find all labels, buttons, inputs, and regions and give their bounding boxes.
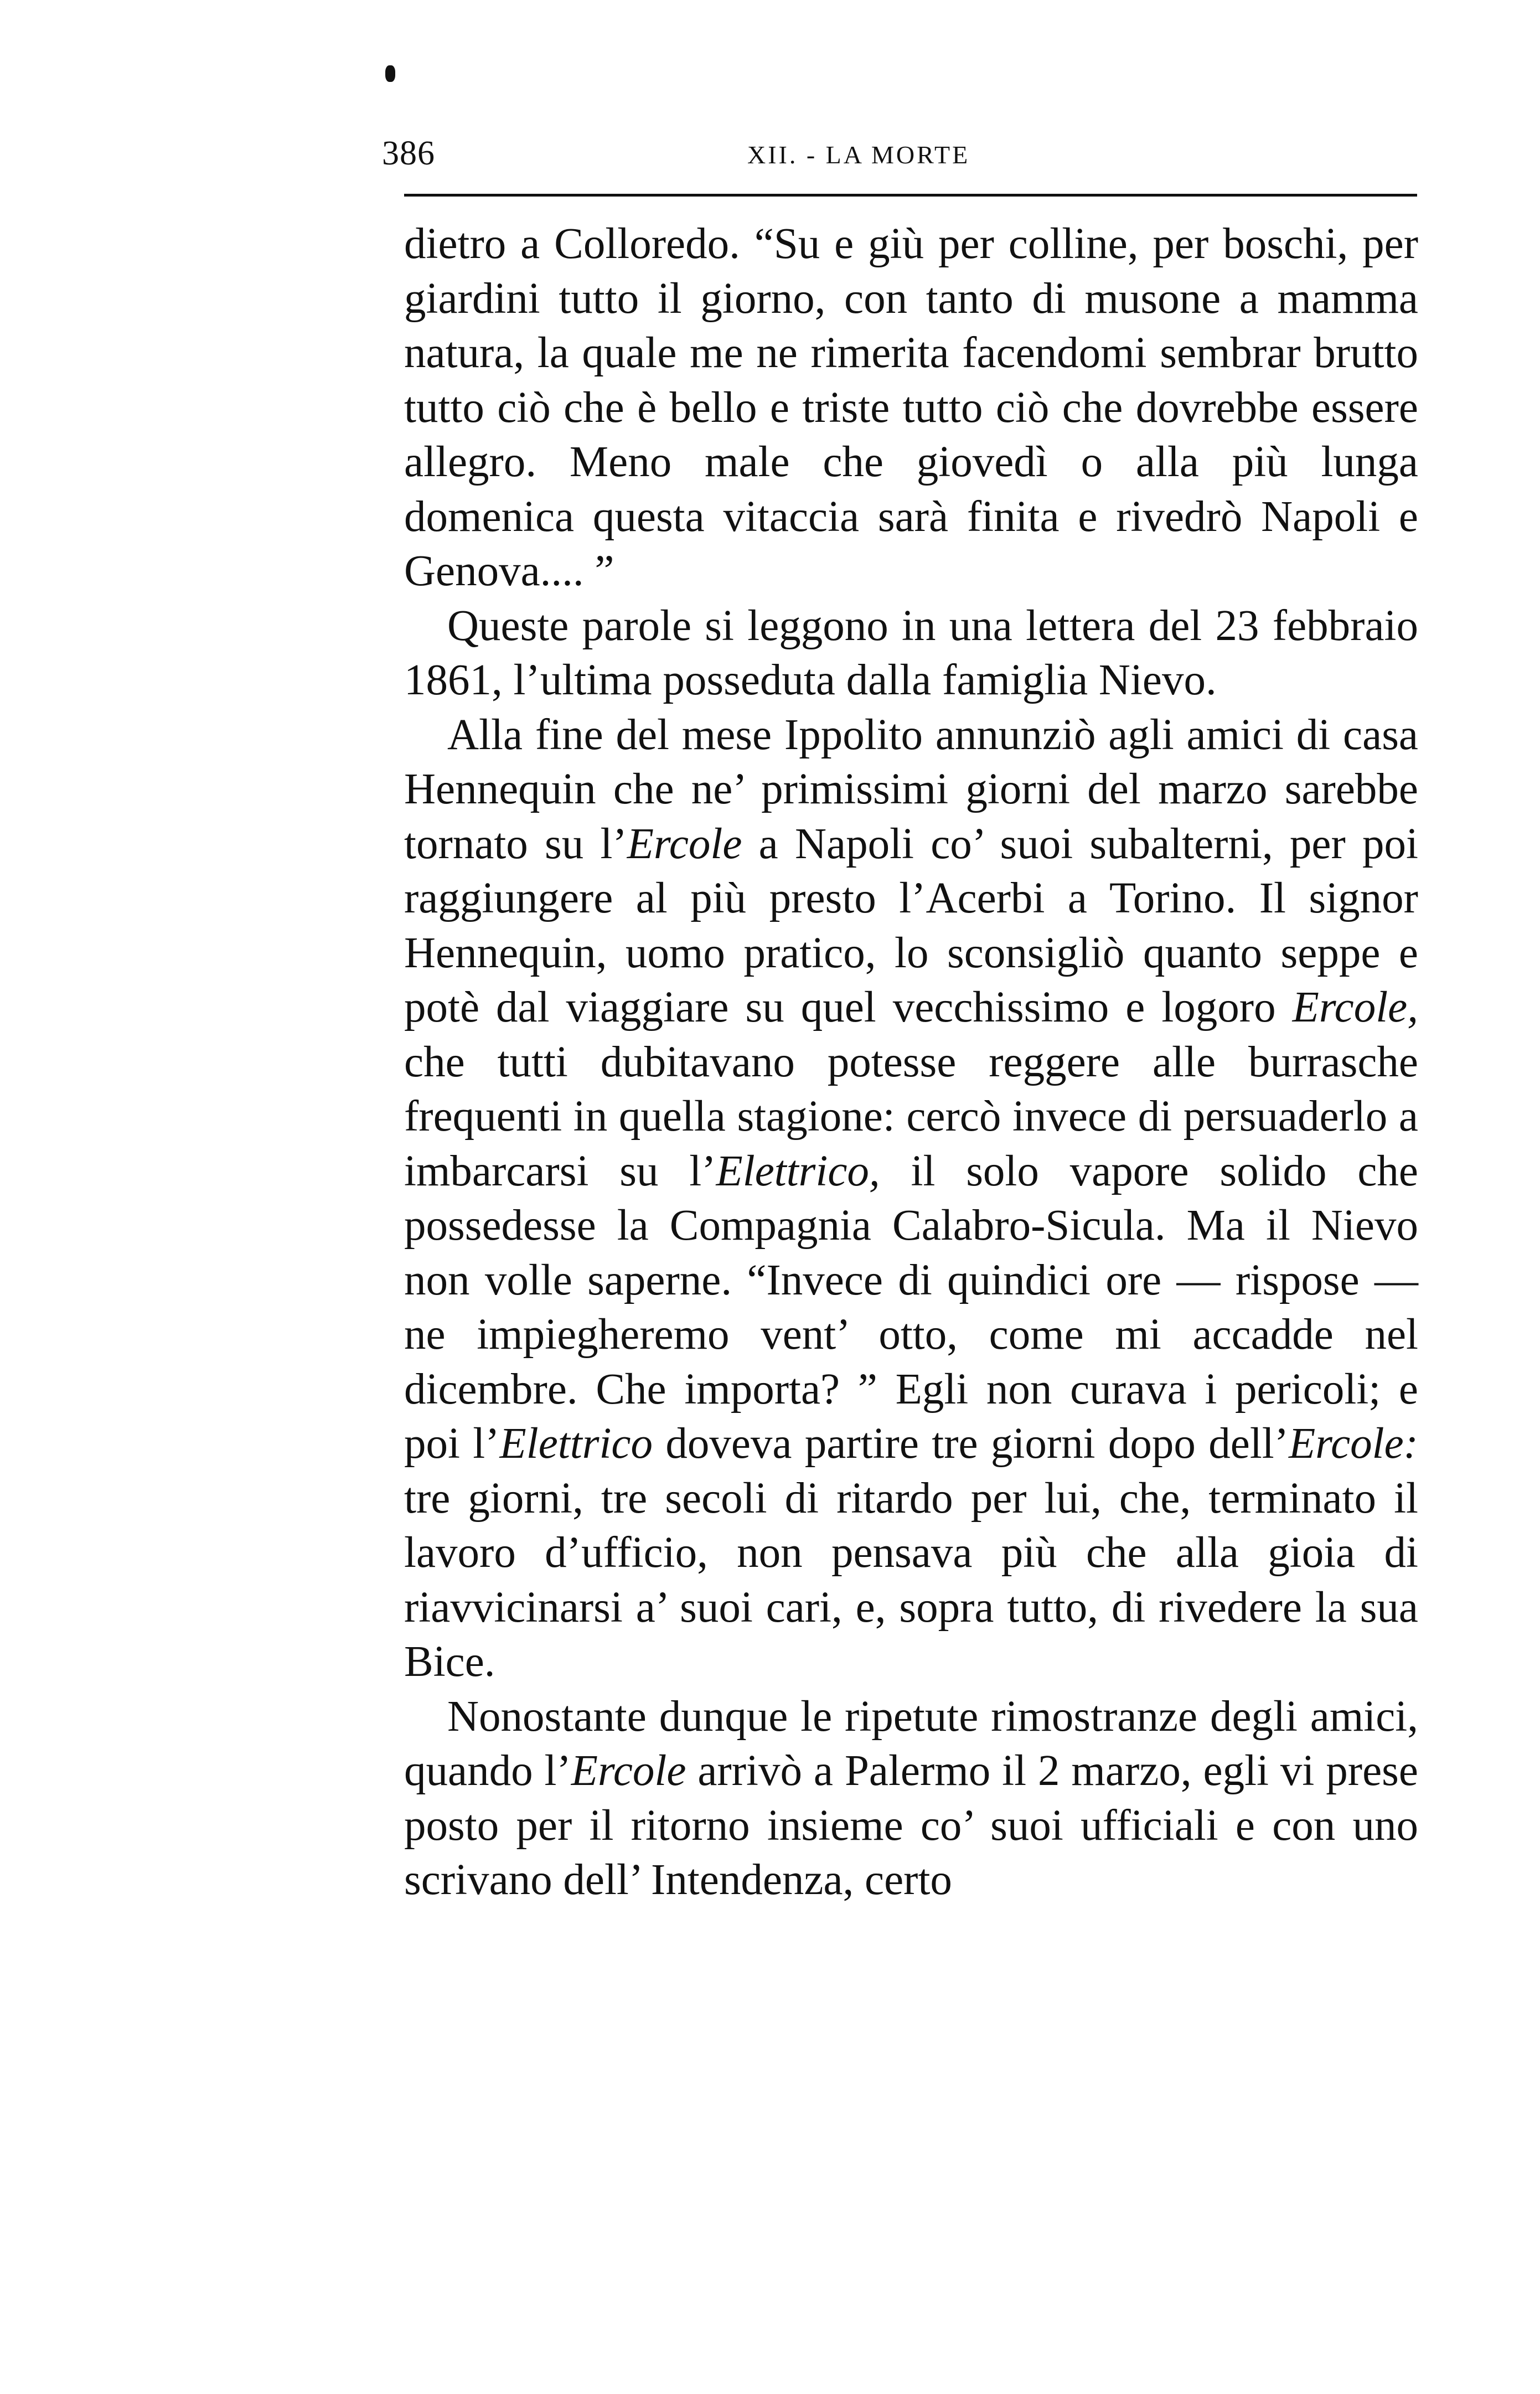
text-run: Nonostante dunque le ripetute rimostranze degli amici, quando l’ <box>404 1692 1418 1795</box>
running-head: XII. - LA MORTE <box>747 141 970 169</box>
page-header <box>382 128 1417 178</box>
paragraph <box>404 708 1418 1690</box>
text-run: tre giorni, tre secoli di ritardo per lui, che, terminato il lavoro d’ufficio, non pensava più che alla gioia di riavvicinarsi a’ suoi cari, e, sopra tutto, di rivedere la sua Bice. <box>404 1474 1418 1686</box>
page-number: 386 <box>382 135 435 172</box>
text-run: a Napoli co’ suoi subalterni, per poi raggiungere al più presto l’Acerbi a Torino. Il signor Hennequin, uomo pratico, lo sconsigliò quanto seppe e potè dal viaggiare su quel vecchissimo e logoro <box>404 819 1418 1031</box>
paragraph <box>404 599 1418 708</box>
text-run: che tutti dubitavano potesse reggere alle burrasche frequenti in quella stagione: cercò invece di persuaderlo a imbarcarsi su l’ <box>404 1038 1418 1195</box>
text-run: doveva partire tre giorni dopo dell’ <box>652 1420 1289 1468</box>
text-run: il solo vapore solido che possedesse la Compagnia Calabro-Sicula. Ma il Nievo non volle saperne. “Invece di quindici ore — rispose — ne impiegheremo vent’ otto, come mi accadde nel dicembre. Che importa? ” Egli non curava i pericoli; e poi l’ <box>404 1147 1418 1468</box>
text-run: dietro a Colloredo. “Su e giù per colline, per boschi, per giardini tutto il giorno, con tanto di musone a mamma natura, la quale me ne rimerita facendomi sembrar brutto tutto ciò che è bello e triste tutto ciò che dovrebbe essere allegro. Meno male che giovedì o alla più lunga domenica questa vitaccia sarà finita e rivedrò Napoli e Genova.... ” <box>404 220 1418 595</box>
text-run: arrivò a Palermo il 2 marzo, egli vi prese posto per il ritorno insieme co’ suoi ufficiali e con uno scrivano dell’ Intendenza, certo <box>404 1747 1418 1904</box>
text-run: Queste parole si leggono in una lettera del 23 febbraio 1861, l’ultima posseduta dalla famiglia Nievo. <box>404 601 1418 704</box>
ship-name: Ercole <box>627 819 742 868</box>
text-run: Alla fine del mese Ippolito annunziò agli amici di casa Hennequin che ne’ primissimi giorni del marzo sarebbe tornato su l’ <box>404 710 1418 868</box>
ship-name: Elettrico, <box>716 1147 880 1195</box>
paragraph <box>404 1690 1418 1908</box>
ship-name: Ercole <box>571 1747 686 1795</box>
paragraph <box>404 217 1418 599</box>
ink-spot <box>385 65 395 82</box>
ship-name: Ercole: <box>1289 1420 1418 1468</box>
ship-name: Ercole, <box>1292 983 1418 1031</box>
header-rule <box>404 194 1417 197</box>
ship-name: Elettrico <box>499 1420 653 1468</box>
body-text <box>404 217 1418 1908</box>
